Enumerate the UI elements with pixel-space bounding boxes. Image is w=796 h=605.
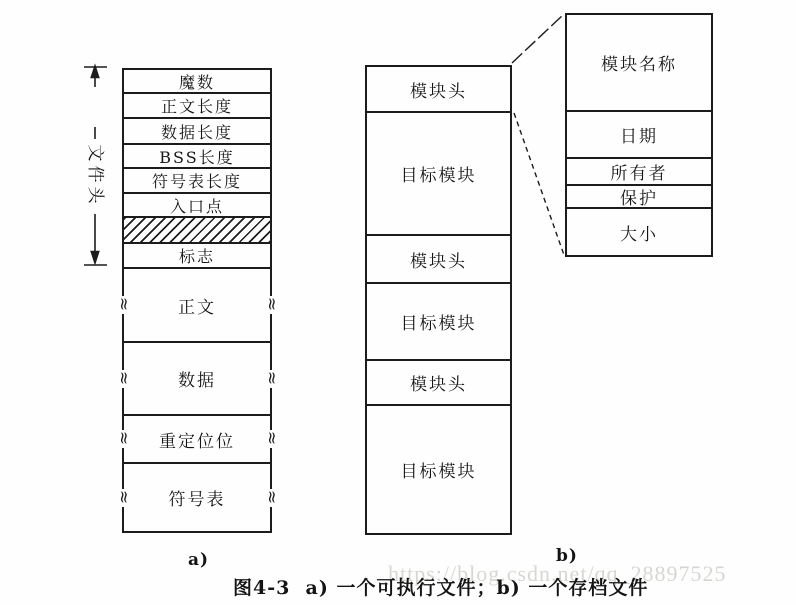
symbol-table-section: ≈ 符号表 ≈ xyxy=(124,464,270,531)
protection-field: 保护 xyxy=(567,186,711,209)
break-mark xyxy=(117,370,130,388)
object-module-block-1: 目标模块 xyxy=(367,113,510,236)
text-section: ≈ 正文 ≈ xyxy=(124,269,270,343)
break-mark xyxy=(117,489,130,507)
owner-field: 所有者 xyxy=(567,159,711,186)
break-mark xyxy=(117,430,130,448)
sublabel-a: a) xyxy=(188,550,210,570)
watermark-text: https://blog.csdn.net/qq_28897525 xyxy=(388,561,727,586)
module-header-block-1: 模块头 xyxy=(367,67,510,113)
break-mark xyxy=(265,370,278,388)
module-header-block-3: 模块头 xyxy=(367,361,510,406)
break-mark xyxy=(265,430,278,448)
zoom-line-bottom xyxy=(514,113,564,255)
data-section: ≈ 数据 ≈ xyxy=(124,343,270,416)
date-field: 日期 xyxy=(567,112,711,159)
symbol-table-length-field: 符号表长度 xyxy=(124,169,270,194)
unused-hatched-field xyxy=(124,218,270,244)
entry-point-field: 入口点 xyxy=(124,194,270,218)
module-header-block-2: 模块头 xyxy=(367,236,510,284)
archive-file-diagram xyxy=(365,65,512,535)
executable-file-diagram xyxy=(122,68,272,533)
module-header-detail-box xyxy=(565,13,713,257)
magic-number-field: 魔数 xyxy=(124,70,270,94)
module-name-field: 模块名称 xyxy=(567,15,711,112)
bss-length-field: BSS长度 xyxy=(124,145,270,169)
break-mark xyxy=(265,296,278,314)
figure-caption: 图4-3 a) 一个可执行文件；b) 一个存档文件 xyxy=(233,577,649,599)
sublabel-b: b) xyxy=(556,546,578,566)
data-length-field: 数据长度 xyxy=(124,119,270,145)
relocation-bits-section: ≈ 重定位位 ≈ xyxy=(124,416,270,464)
object-module-block-2: 目标模块 xyxy=(367,284,510,361)
break-mark xyxy=(117,296,130,314)
size-field: 大小 xyxy=(620,224,658,245)
break-mark xyxy=(265,489,278,507)
flags-field: 标志 xyxy=(124,244,270,269)
zoom-line-top xyxy=(512,14,564,63)
file-header-bracket-label: 文件头 xyxy=(85,144,105,208)
object-module-block-3: 目标模块 xyxy=(400,462,477,482)
text-length-field: 正文长度 xyxy=(124,94,270,119)
